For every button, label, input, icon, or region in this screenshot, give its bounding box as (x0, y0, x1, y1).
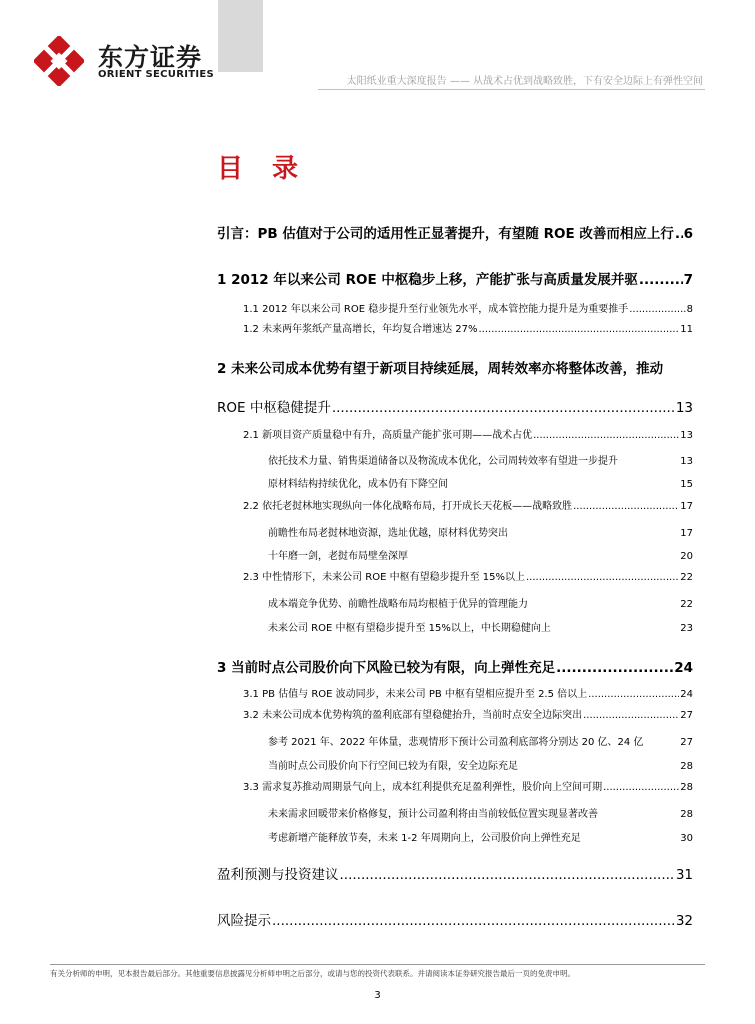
report-title-line: 太阳纸业重大深度报告 —— 从战术占优到战略致胜，下有安全边际上有弹性空间 (346, 76, 703, 87)
toc-entry[interactable] (217, 909, 693, 929)
toc-entry[interactable] (243, 778, 693, 793)
toc-entry-text: 成本端竞争优势、前瞻性战略布局均根植于优异的管理能力 (268, 599, 528, 610)
toc-leader-dots (479, 324, 680, 335)
header-divider (318, 89, 705, 90)
logo-chinese-name: 东方证券 (98, 43, 203, 72)
toc-page-number: 27 (680, 737, 693, 748)
toc-page-number: 17 (680, 501, 693, 512)
toc-entry[interactable] (217, 222, 693, 242)
toc-page-number: 28 (680, 761, 693, 772)
toc-heading: 目 录 (217, 154, 309, 184)
toc-leader-dots (583, 710, 679, 721)
toc-entry-text: 未来公司 ROE 中枢有望稳步提升至 15%以上，中长期稳健向上 (268, 623, 551, 634)
toc-entry-text: 1.2 未来两年浆纸产量高增长，年均复合增速达 27% (243, 324, 478, 335)
toc-entry[interactable] (243, 300, 693, 315)
toc-entry-text: 参考 2021 年、2022 年体量，悲观情形下预计公司盈利底部将分别达 20 亿、24 亿 (268, 737, 644, 748)
toc-leader-dots (588, 689, 679, 700)
toc-entry-text: ROE 中枢稳健提升 (217, 400, 331, 416)
toc-leader-dots (332, 400, 675, 416)
toc-entry-text: 前瞻性布局老挝林地资源，选址优越，原材料优势突出 (268, 528, 508, 539)
toc-entry[interactable] (268, 805, 693, 820)
toc-entry[interactable] (268, 829, 693, 844)
toc-entry-text: 2.3 中性情形下，未来公司 ROE 中枢有望稳步提升至 15%以上 (243, 572, 525, 583)
toc-entry[interactable] (268, 733, 693, 748)
toc-entry-text: 盈利预测与投资建议 (217, 867, 339, 883)
toc-entry[interactable] (243, 706, 693, 721)
toc-page-number: 24 (680, 689, 693, 700)
toc-entry-text: 1 2012 年以来公司 ROE 中枢稳步上移，产能扩张与高质量发展并驱 (217, 272, 638, 288)
toc-page-number: 13 (675, 400, 693, 416)
toc-page-number: 13 (680, 456, 693, 467)
company-logo (34, 36, 234, 86)
toc-page-number: 17 (680, 528, 693, 539)
toc-page-number: 27 (680, 710, 693, 721)
toc-entry-text: 1.1 2012 年以来公司 ROE 稳步提升至行业领先水平，成本管控能力提升是为重要推手 (243, 304, 629, 315)
toc-entry[interactable] (243, 320, 693, 335)
toc-leader-dots (526, 572, 679, 583)
toc-page-number: 20 (680, 551, 693, 562)
toc-page-number: 11 (680, 324, 693, 335)
toc-leader-dots (639, 272, 683, 288)
toc-leader-dots (603, 782, 679, 793)
toc-page-number: 28 (680, 782, 693, 793)
toc-page-number: 7 (683, 272, 693, 288)
toc-entry[interactable] (268, 452, 693, 467)
toc-entry[interactable] (268, 547, 693, 562)
toc-page-number: 8 (686, 304, 693, 315)
toc-entry-text: 未来需求回暖带来价格修复，预计公司盈利将由当前较低位置实现显著改善 (268, 809, 598, 820)
toc-entry[interactable] (268, 757, 693, 772)
toc-page-number: 24 (674, 660, 693, 676)
toc-page-number: 31 (675, 867, 693, 883)
toc-entry-text: 2 未来公司成本优势有望于新项目持续延展，周转效率亦将整体改善，推动 (217, 361, 664, 377)
toc-leader-dots (556, 660, 673, 676)
toc-page-number: 13 (680, 430, 693, 441)
footer-divider (50, 964, 705, 965)
toc-entry[interactable] (268, 595, 693, 610)
toc-entry[interactable] (217, 656, 693, 676)
toc-entry-text: 风险提示 (217, 913, 271, 929)
toc-entry-text: 引言：PB 估值对于公司的适用性正显著提升，有望随 ROE 改善而相应上行 (217, 226, 674, 242)
toc-entry-text: 当前时点公司股价向下行空间已较为有限，安全边际充足 (268, 761, 518, 772)
toc-page-number: 32 (675, 913, 693, 929)
orient-securities-logo-icon (34, 36, 84, 86)
toc-leader-dots (533, 430, 679, 441)
toc-page-number: 6 (683, 226, 693, 242)
toc-entry-text: 3.3 需求复苏推动周期景气向上，成本红利提供充足盈利弹性，股价向上空间可期 (243, 782, 603, 793)
toc-leader-dots (675, 226, 683, 242)
footer-disclaimer: 有关分析师的申明，见本报告最后部分。其他重要信息披露见分析师申明之后部分，或请与您的投资代表联系。并请阅读本证券研究报告最后一页的免责申明。 (50, 969, 575, 978)
page-number: 3 (374, 990, 381, 1001)
toc-entry[interactable] (243, 426, 693, 441)
logo-english-name: ORIENT SECURITIES (98, 69, 215, 80)
toc-entry-text: 考虑新增产能释放节奏，未来 1-2 年周期向上，公司股价向上弹性充足 (268, 833, 581, 844)
toc-leader-dots (573, 501, 679, 512)
toc-entry[interactable] (268, 524, 693, 539)
toc-entry-text: 3 当前时点公司股价向下风险已较为有限，向上弹性充足 (217, 660, 556, 676)
toc-entry-text: 依托技术力量、销售渠道储备以及物流成本优化，公司周转效率有望进一步提升 (268, 456, 618, 467)
toc-entry[interactable] (243, 685, 693, 700)
toc-leader-dots (629, 304, 685, 315)
toc-page-number: 15 (680, 479, 693, 490)
toc-entry[interactable] (217, 357, 693, 377)
toc-leader-dots (340, 867, 675, 883)
toc-page-number: 30 (680, 833, 693, 844)
toc-page-number: 22 (680, 572, 693, 583)
toc-entry-text: 十年磨一剑，老挝布局壁垒深厚 (268, 551, 408, 562)
toc-entry[interactable] (217, 268, 693, 288)
toc-page-number: 28 (680, 809, 693, 820)
toc-entry[interactable] (243, 497, 693, 512)
toc-entry-text: 3.1 PB 估值与 ROE 波动同步，未来公司 PB 中枢有望相应提升至 2.5 倍以上 (243, 689, 588, 700)
toc-entry-text: 2.1 新项目资产质量稳中有升，高质量产能扩张可期——战术占优 (243, 430, 533, 441)
toc-entry-text: 原材料结构持续优化，成本仍有下降空间 (268, 479, 448, 490)
toc-entry-text: 2.2 依托老挝林地实现纵向一体化战略布局，打开成长天花板——战略致胜 (243, 501, 573, 512)
toc-entry[interactable] (268, 475, 693, 490)
toc-entry[interactable] (243, 568, 693, 583)
toc-page-number: 23 (680, 623, 693, 634)
toc-entry-text: 3.2 未来公司成本优势构筑的盈利底部有望稳健抬升，当前时点安全边际突出 (243, 710, 583, 721)
toc-page-number: 22 (680, 599, 693, 610)
toc-entry[interactable] (217, 396, 693, 416)
toc-entry[interactable] (268, 619, 693, 634)
toc-entry[interactable] (217, 863, 693, 883)
toc-leader-dots (272, 913, 675, 929)
